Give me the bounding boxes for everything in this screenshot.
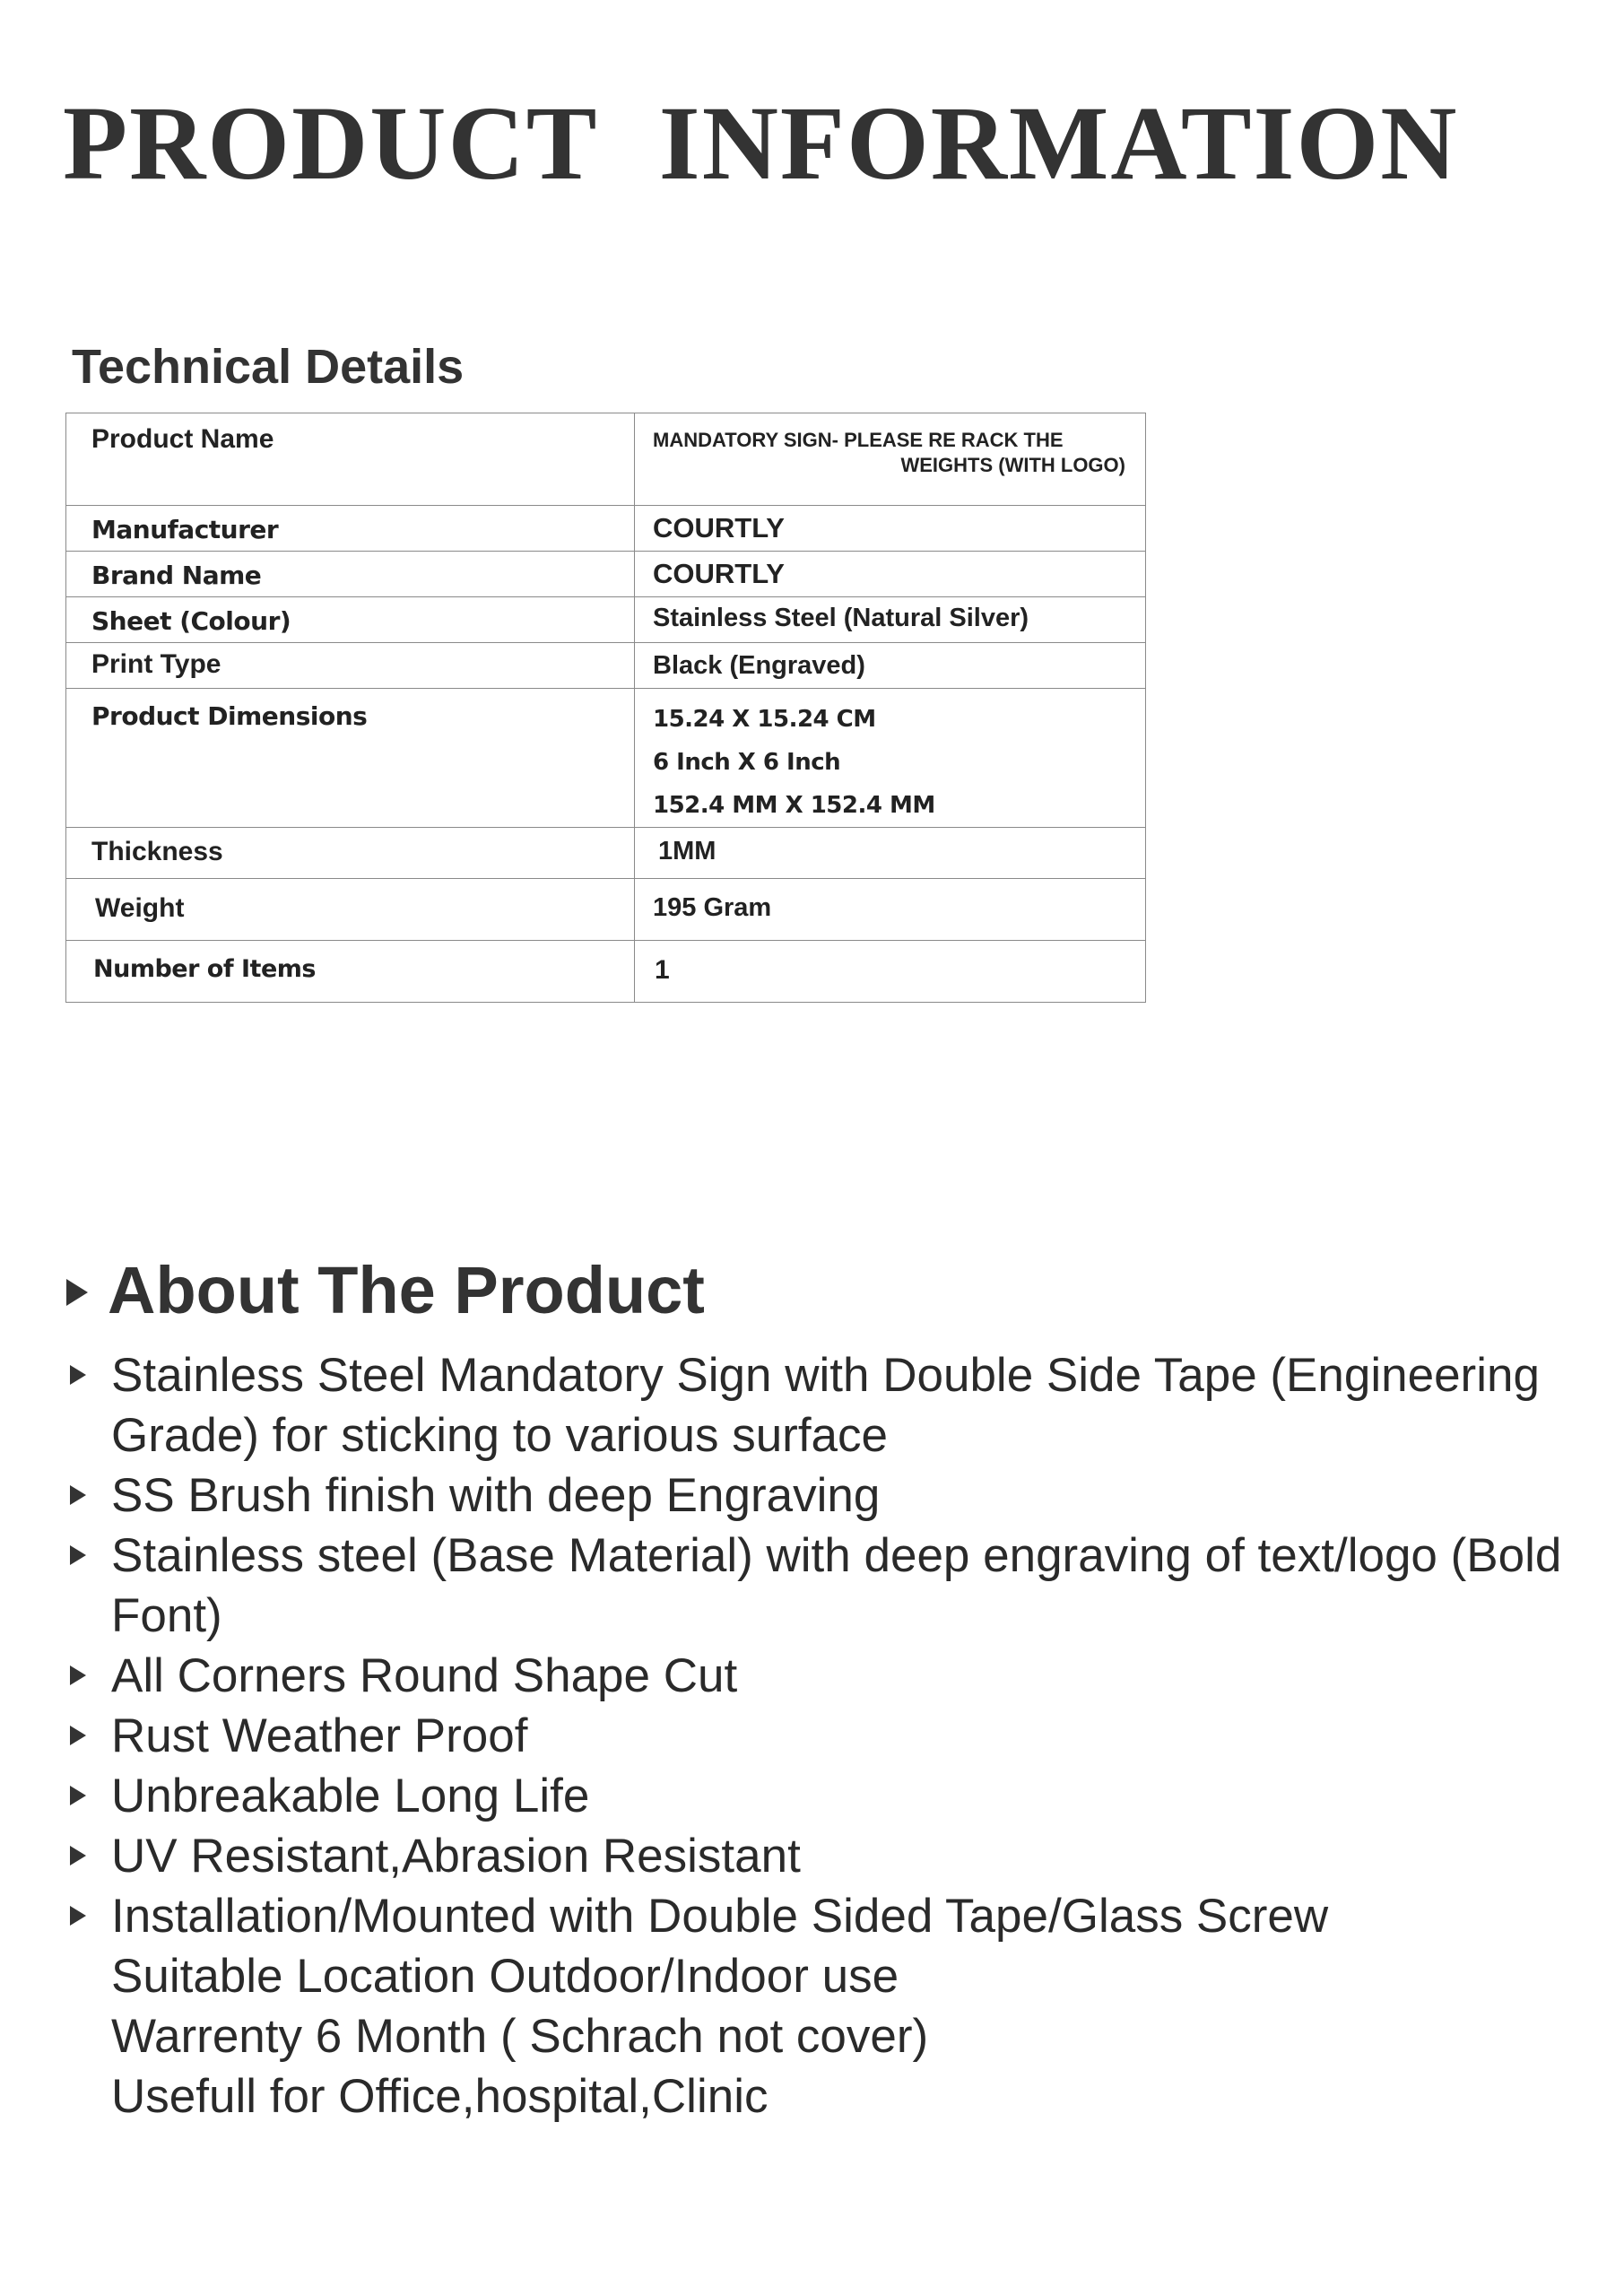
triangle-bullet-icon [70,1545,86,1565]
triangle-bullet-icon [70,1665,86,1685]
list-item [66,1706,1609,1766]
triangle-bullet-icon [70,1485,86,1505]
spec-label-cell [66,941,635,1003]
spec-value: 1 [655,955,670,985]
triangle-bullet-icon [70,1846,86,1866]
feature-text: Installation/Mounted with Double Sided Tape/Glass Screw [111,1890,1329,1943]
spec-value: Stainless Steel (Natural Silver) [653,604,1029,632]
feature-text: Unbreakable Long Life [111,1770,590,1822]
spec-label-cell [66,597,635,643]
product-name-line-1: MANDATORY SIGN- PLEASE RE RACK THE [653,429,1064,451]
dimension-inch: 6 Inch X 6 Inch [653,749,841,776]
spec-value-cell [635,941,1146,1003]
feature-text: Stainless Steel Mandatory Sign with Double Side Tape (Engineering Grade) for sticking to various surface [111,1349,1540,1462]
spec-value-cell [635,689,1146,828]
spec-label-cell [66,413,635,506]
spec-label-cell [66,552,635,597]
dimension-cm: 15.24 X 15.24 CM [653,706,876,733]
spec-label-cell [66,828,635,879]
table-row [66,689,1146,828]
spec-label: Print Type [91,649,221,679]
table-row [66,643,1146,689]
spec-value-cell [635,552,1146,597]
spec-value-cell [635,879,1146,941]
technical-details-heading: Technical Details [72,340,465,394]
table-row [66,879,1146,941]
spec-value-cell [635,597,1146,643]
page-title: PRODUCT INFORMATION [63,84,1459,202]
list-item [66,1826,1609,1886]
about-heading-text: About The Product [108,1253,705,1327]
feature-text: Usefull for Office,hospital,Clinic [111,2070,769,2123]
feature-text: Suitable Location Outdoor/Indoor use [111,1950,899,2003]
spec-label-cell [66,643,635,689]
triangle-bullet-icon [66,1279,88,1306]
triangle-bullet-icon [70,1786,86,1805]
list-item [66,2066,1609,2126]
table-row [66,552,1146,597]
product-name-line-2: WEIGHTS (WITH LOGO) [900,454,1125,476]
triangle-bullet-icon [70,1726,86,1745]
feature-text: UV Resistant,Abrasion Resistant [111,1830,801,1883]
spec-value: COURTLY [653,512,785,544]
spec-value: Black (Engraved) [653,651,865,680]
spec-label: Product Name [91,424,274,454]
spec-value-cell [635,643,1146,689]
spec-label: Product Dimensions [91,701,368,731]
spec-label: Weight [95,893,185,923]
spec-value: 195 Gram [653,893,772,922]
list-item [66,2006,1609,2066]
spec-value-cell [635,828,1146,879]
triangle-bullet-icon [70,1365,86,1385]
spec-value: COURTLY [653,558,785,589]
spec-label-cell [66,879,635,941]
spec-label: Brand Name [91,561,262,590]
spec-label: Thickness [91,837,223,866]
spec-value: 1MM [658,837,716,865]
feature-text: All Corners Round Shape Cut [111,1649,738,1702]
feature-list [66,1345,1609,2126]
feature-text: Warrenty 6 Month ( Schrach not cover) [111,2010,929,2063]
list-item [66,1345,1609,1465]
spec-value-cell [635,413,1146,506]
list-item [66,1886,1609,1946]
spec-label: Sheet (Colour) [91,606,291,636]
triangle-bullet-icon [70,1906,86,1926]
list-item [66,1946,1609,2006]
list-item [66,1646,1609,1706]
feature-text: Rust Weather Proof [111,1709,528,1762]
spec-label-cell [66,506,635,552]
spec-value [635,689,1145,827]
spec-label-cell [66,689,635,828]
spec-value [635,413,1145,478]
feature-text: SS Brush finish with deep Engraving [111,1469,881,1522]
table-row [66,413,1146,506]
table-row [66,597,1146,643]
list-item [66,1526,1609,1646]
feature-text: Stainless steel (Base Material) with deep engraving of text/logo (Bold Font) [111,1529,1562,1642]
technical-details-table [65,413,1146,1003]
dimension-mm: 152.4 MM X 152.4 MM [653,792,935,819]
spec-value-cell [635,506,1146,552]
list-item [66,1465,1609,1526]
about-heading [66,1252,705,1328]
table-row [66,941,1146,1003]
list-item [66,1766,1609,1826]
table-row [66,506,1146,552]
table-row [66,828,1146,879]
spec-label: Manufacturer [91,515,279,544]
spec-label: Number of Items [93,955,316,983]
